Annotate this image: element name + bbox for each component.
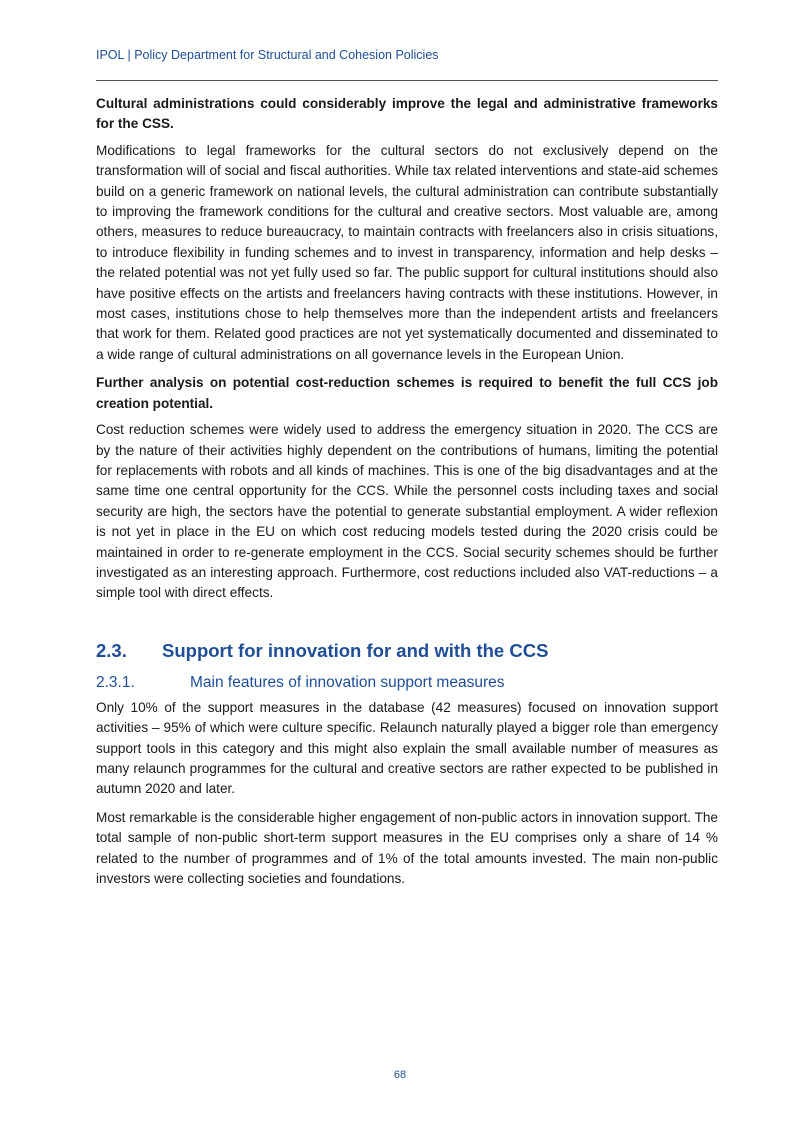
heading-cost-reduction: Further analysis on potential cost-reduction schemes is required to benefit the full CCS job creation potential. — [96, 375, 718, 411]
subsection-title: Main features of innovation support measures — [190, 673, 505, 691]
heading-cultural-administrations: Cultural administrations could considerably improve the legal and administrative frameworks for the CSS. — [96, 96, 718, 132]
paragraph-cost-reduction: Cost reduction schemes were widely used to address the emergency situation in 2020. The CCS are by the nature of their activities highly dependent on the contributions of humans, limiting the potential for replacements with robots and all kinds of machines. This is one of the big disadvantages and at the same time one central opportunity for the CCS. While the personnel costs including taxes and social security are high, the sectors have the potential to generate substantial employment. A wider reflexion is not yet in place in the EU on which cost reducing models tested during the 2020 crisis could be maintained in order to re-generate employment in the CCS. Social security schemes should be further investigated as an interesting approach. Furthermore, cost reductions included also VAT-reductions – a simple tool with direct effects. — [96, 422, 718, 601]
section-number: 2.3. — [96, 639, 127, 661]
paragraph-non-public-actors: Most remarkable is the considerable higher engagement of non-public actors in innovation support. The total sample of non-public short-term support measures in the EU comprises only a share of 14 % related to the number of programmes and of 1% of the total amounts invested. The main non-public investors were collecting societies and foundations. — [96, 809, 718, 886]
subsection-number: 2.3.1. — [96, 673, 135, 691]
header-rule — [96, 80, 718, 81]
document-body — [96, 94, 718, 897]
paragraph-legal-frameworks: Modifications to legal frameworks for the cultural sectors do not exclusively depend on the transformation will of social and fiscal authorities. While tax related interventions and state-aid schemes build on a generic framework on national levels, the cultural administration can contribute substantially to improving the framework conditions for the cultural and creative sectors. Most valuable are, among others, measures to reduce bureaucracy, to maintain contracts with freelancers also in crisis situations, to introduce flexibility in funding schemes and to invest in transparency, information and help desks – the related potential was not yet fully used so far. The public support for cultural institutions should also have positive effects on the artists and freelancers having contracts with these institutions. However, in most cases, institutions chose to help themselves more than the independent artists and freelancers that work for them. Related good practices are not yet systematically documented and disseminated to a wide range of cultural administrations on all governance levels in the European Union. — [96, 142, 718, 362]
subsection-heading — [96, 672, 718, 694]
page-number: 68 — [393, 1069, 407, 1081]
paragraph-innovation-share: Only 10% of the support measures in the database (42 measures) focused on innovation support activities – 95% of which were culture specific. Relaunch naturally played a bigger role than emergency support tools in this category and this might also explain the small available number of measures as many relaunch programmes for the cultural and creative sectors are rather expected to be published in autumn 2020 and later. — [96, 699, 718, 797]
section-heading — [96, 638, 718, 664]
running-header: IPOL | Policy Department for Structural and Cohesion Policies — [96, 48, 439, 62]
section-title: Support for innovation for and with the CCS — [162, 639, 549, 661]
